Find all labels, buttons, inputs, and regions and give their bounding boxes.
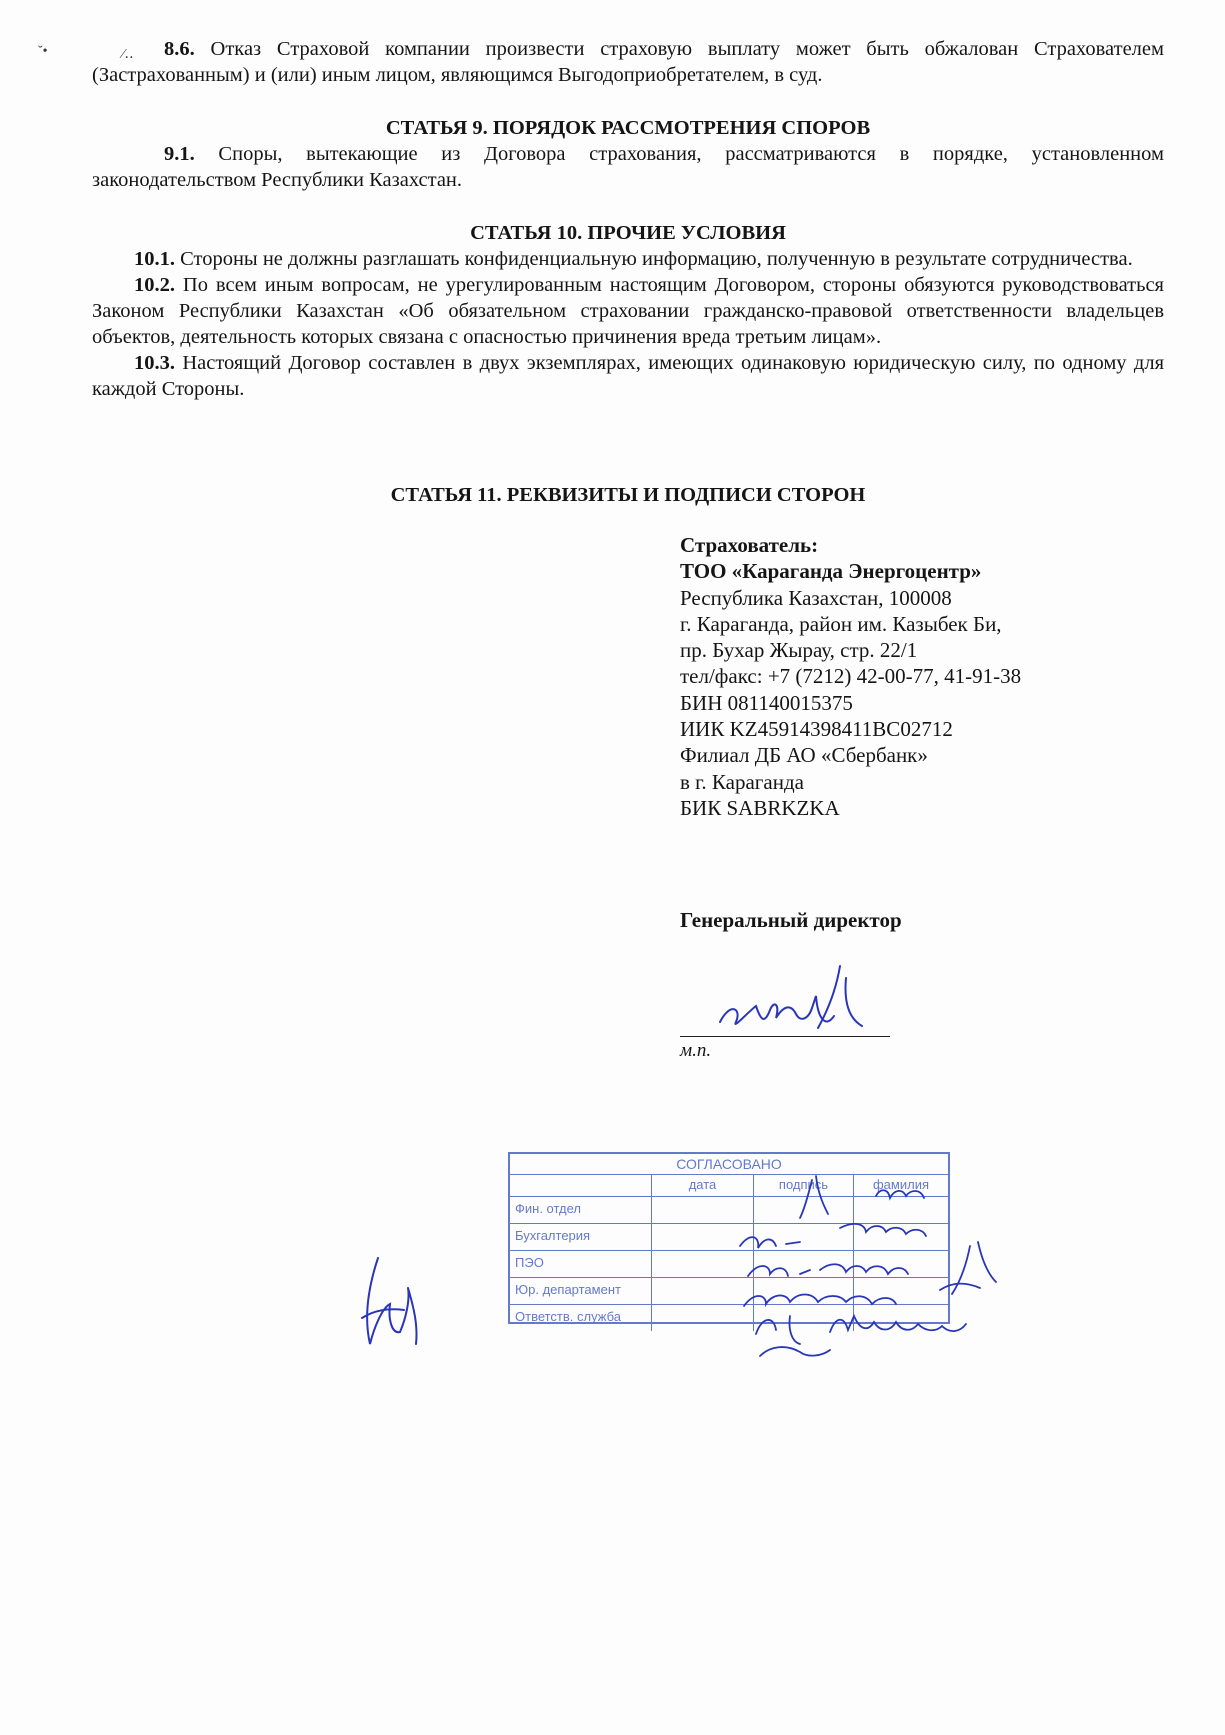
- seal-label: м.п.: [680, 1040, 712, 1061]
- approval-signatures: [640, 1166, 1040, 1366]
- address-line: пр. Бухар Жырау, стр. 22/1: [680, 638, 918, 663]
- address-line: Республика Казахстан, 100008: [680, 585, 952, 610]
- iik-line: ИИК KZ45914398411BC02712: [680, 717, 953, 742]
- article-10-body: [92, 246, 1164, 402]
- clause-text: По всем иным вопросам, не урегулированным настоящим Договором, стороны обязуются руководствоваться Законом Республики Казахстан «Об обязательном страховании гражданско-правовой ответственности владельцев объектов, деятельность которых связана с опасностью причинения вреда третьим лицам».: [92, 274, 1164, 348]
- clause-text: Настоящий Договор составлен в двух экземплярах, имеющих одинаковую юридическую силу, по одному для каждой Стороны.: [92, 352, 1164, 400]
- party-role: Страхователь:: [680, 533, 819, 557]
- signature-line: [680, 1036, 890, 1037]
- phone-line: тел/факс: +7 (7212) 42-00-77, 41-91-38: [680, 664, 1022, 689]
- bin-line: БИН 081140015375: [680, 690, 853, 715]
- clause-number: 10.2.: [134, 274, 175, 296]
- stamp-header-cell: дата: [652, 1174, 754, 1196]
- article-10-title: СТАТЬЯ 10. ПРОЧИЕ УСЛОВИЯ: [470, 222, 786, 244]
- company-name: ТОО «Караганда Энергоцентр»: [680, 559, 982, 584]
- stamp-header-cell: фамилия: [872, 1177, 929, 1192]
- bik-line: БИК SABRKZKA: [680, 795, 840, 820]
- clause-number: 10.3.: [134, 352, 175, 374]
- stamp-department: Фин. отдел: [510, 1196, 652, 1223]
- clause-number: 8.6.: [164, 38, 195, 60]
- article-11-title: СТАТЬЯ 11. РЕКВИЗИТЫ И ПОДПИСИ СТОРОН: [390, 484, 866, 506]
- stamp-department: ПЭО: [510, 1250, 652, 1277]
- stamp-header-cell: [510, 1174, 652, 1196]
- stamp-department: Ответств. служба: [510, 1304, 652, 1331]
- director-signature: [712, 960, 882, 1040]
- clause-text: Стороны не должны разглашать конфиденциальную информацию, полученную в результате сотрудничества.: [175, 248, 1133, 270]
- clause-8-6: [92, 36, 1164, 88]
- scan-mark: ⁄‥: [122, 47, 134, 62]
- scan-mark: ˘•: [38, 44, 48, 59]
- stamp-department: Бухгалтерия: [510, 1223, 652, 1250]
- director-title: Генеральный директор: [680, 908, 902, 932]
- clause-text: Отказ Страховой компании произвести страховую выплату может быть обжалован Страхователем (Застрахованным) и (или) иным лицом, являющимся Выгодоприобретателем, в суд.: [92, 38, 1164, 86]
- bank-city-line: в г. Караганда: [680, 769, 804, 794]
- stamp-title: СОГЛАСОВАНО: [510, 1154, 948, 1175]
- clause-number: 9.1.: [164, 143, 195, 165]
- margin-initials-signature: [348, 1248, 438, 1358]
- clause-number: 10.1.: [134, 248, 175, 270]
- insurer-requisites: [680, 532, 1100, 821]
- clause-text: Споры, вытекающие из Договора страхования, рассматриваются в порядке, установленном законодательством Республики Казахстан.: [92, 143, 1164, 191]
- stamp-department: Юр. департамент: [510, 1277, 652, 1304]
- stamp-header-cell: подпись: [754, 1174, 854, 1196]
- clause-9-1: [92, 141, 1164, 193]
- address-line: г. Караганда, район им. Казыбек Би,: [680, 611, 1002, 636]
- article-9-title: СТАТЬЯ 9. ПОРЯДОК РАССМОТРЕНИЯ СПОРОВ: [385, 117, 871, 139]
- bank-line: Филиал ДБ АО «Сбербанк»: [680, 743, 928, 768]
